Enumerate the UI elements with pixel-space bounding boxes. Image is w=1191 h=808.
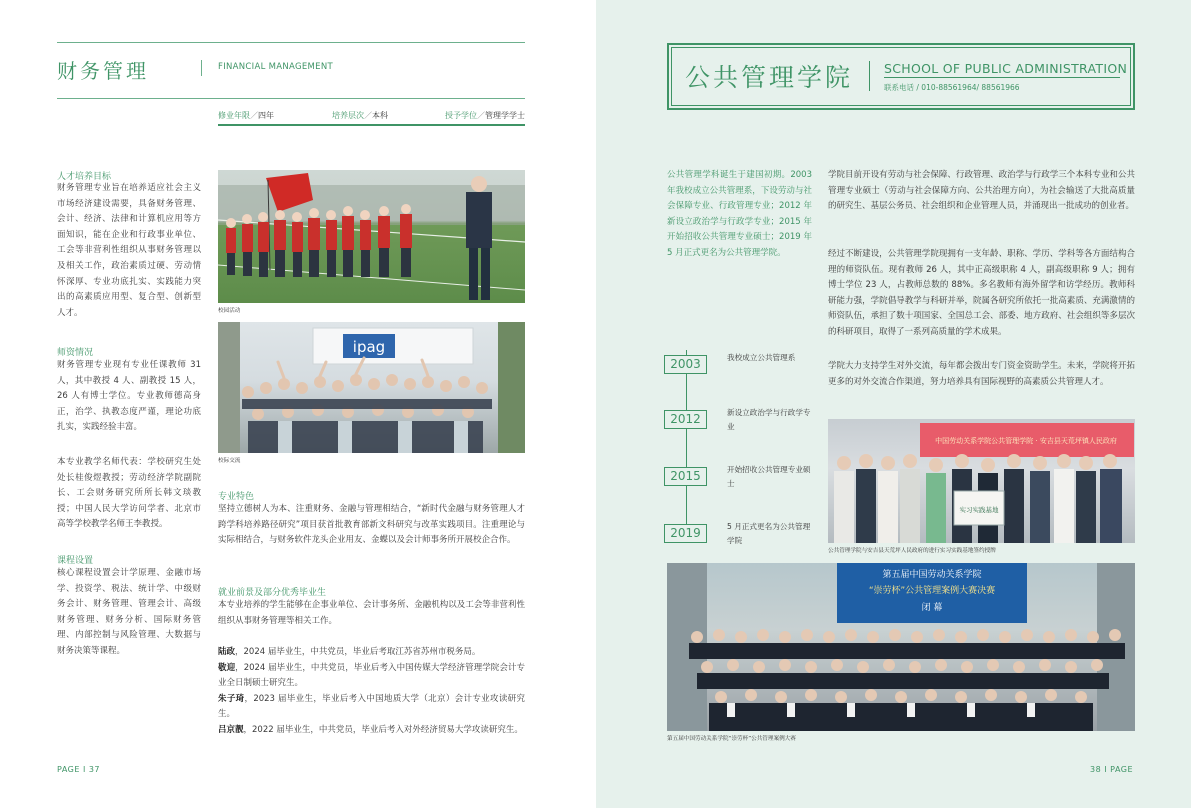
meta-label: 授予学位: [445, 111, 477, 120]
timeline-year: 2003: [664, 355, 707, 374]
timeline-year: 2019: [664, 524, 707, 543]
signing-ceremony-photo: [828, 419, 1135, 543]
graduate-text: ，2024 届毕业生，中共党员，毕业后考取江苏省苏州市税务局。: [235, 647, 481, 657]
meta-value: 四年: [258, 111, 274, 120]
meta-label: 修业年限: [218, 111, 250, 120]
photo-caption: 公共管理学院与安吉县天荒坪人民政府的进行实习实践基地签约授牌: [828, 548, 996, 554]
case-competition-illustration: [667, 563, 1135, 731]
meta-underline: [218, 124, 525, 126]
contact-phone: 联系电话 / 010-88561964/ 88561966: [884, 83, 1020, 92]
school-history-intro: 公共管理学科诞生于建国初期。2003 年我校成立公共管理系，下设劳动与社会保障专业、行政管理专业；2012 年新设立政治学与行政学专业；2015 年开始招收公共管理专业硕士；2019 年 5 月正式更名为公共管理学院。: [667, 170, 812, 258]
competition-banner-line1: 第五届中国劳动关系学院: [882, 570, 982, 580]
meta-sep: ／: [477, 111, 485, 120]
campus-activity-photo: [218, 170, 525, 303]
graduate-text: ，2024 届毕业生，中共党员，毕业后考入中国传媒大学经济管理学院会计专业全日制硕士研究生。: [218, 662, 525, 689]
meta-sep: ／: [250, 111, 258, 120]
section-heading-feature: 专业特色: [218, 492, 255, 502]
title-divider: [201, 60, 202, 76]
timeline-year: 2012: [664, 410, 707, 429]
top-rule: [57, 42, 525, 43]
section-body-faculty: 财务管理专业现有专业任课教师 31 人，其中教授 4 人、副教授 15 人，26 人有博士学位。专业教师德高身正，治学、执教态度严谨，理论功底扎实，实践经验丰富。: [57, 360, 201, 433]
timeline-axis: [686, 350, 687, 540]
graduate-name: 敬迎: [218, 662, 236, 673]
graduate-item: [218, 645, 525, 661]
timeline-year: 2015: [664, 467, 707, 486]
signing-banner: 中国劳动关系学院公共管理学院 · 安吉县天荒坪镇人民政府: [935, 437, 1117, 445]
page-number-left: PAGE I 37: [57, 765, 101, 774]
school-title-en: SCHOOL OF PUBLIC ADMINISTRATION: [884, 61, 1128, 76]
school-title-divider: [869, 61, 870, 91]
case-competition-photo: [667, 563, 1135, 731]
school-title: 公共管理学院: [685, 63, 854, 92]
ipag-sign: ipag: [352, 338, 386, 356]
graduate-item: [218, 692, 525, 723]
meta-value: 本科: [372, 111, 388, 120]
competition-banner-line3: 闭 幕: [921, 603, 943, 613]
school-para-3: 学院大力支持学生对外交流，每年都会拨出专门资金资助学生。未来，学院将开拓更多的对外交流合作渠道，努力培养具有国际视野的高素质公共管理人才。: [828, 361, 1135, 387]
page-title: 财务管理: [57, 59, 149, 83]
graduates-list: [218, 645, 525, 739]
page-number-right: 38 I PAGE: [1090, 765, 1134, 774]
meta-value: 管理学学士: [485, 111, 525, 120]
section-body-feature: 坚持立德树人为本、注重财务、金融与管理相结合，“新时代金融与财务管理人才跨学科培养路径研究”项目获首批教育部新文科研究与改革实践项目。注重理论与实际相结合，与财务软件龙头企业用友、金蝶以及会计师事务所开展校企合作。: [218, 504, 525, 546]
timeline-desc: 我校成立公共管理系: [727, 353, 796, 362]
timeline-desc: 开始招收公共管理专业硕士: [727, 465, 811, 488]
graduate-name: 陆政: [218, 647, 236, 657]
exchange-photo: [218, 322, 525, 453]
exchange-illustration: [218, 322, 525, 453]
photo-caption: 校园活动: [218, 308, 241, 314]
section-body-career: 本专业培养的学生能够在企事业单位、会计事务所、金融机构以及工会等非营利性组织从事财务管理等相关工作。: [218, 600, 525, 626]
signing-plaque: 实习实践基地: [959, 506, 999, 514]
graduate-name: 吕京靓: [218, 724, 244, 735]
graduate-text: ，2023 届毕业生，毕业后考入中国地质大学（北京）会计专业攻读研究生。: [218, 693, 525, 720]
competition-banner-line2: “崇劳杯”公共管理案例大赛决赛: [868, 586, 996, 596]
section-body-faculty-2: 本专业教学名师代表：学校研究生处处长桂俊煜教授；劳动经济学院副院长、工会财务研究所所长韩文琰教授；中国人民大学访问学者、北京市高等学校教学名师王李教授。: [57, 457, 201, 530]
meta-level: [332, 110, 388, 121]
section-heading-courses: 课程设置: [57, 556, 94, 566]
section-heading-career: 就业前景及部分优秀毕业生: [218, 588, 327, 598]
photo-caption: 校际交流: [218, 458, 241, 464]
meta-sep: ／: [364, 111, 372, 120]
meta-duration: [218, 110, 274, 121]
campus-activity-illustration: [218, 170, 525, 303]
meta-degree: [445, 110, 525, 121]
section-heading-faculty: 师资情况: [57, 348, 94, 358]
section-body-goal: 财务管理专业旨在培养适应社会主义市场经济建设需要，具备财务管理、会计、经济、法律和计算机应用等方面知识，能在企业和行政事业单位、工会等非营利性组织从事财务管理以及相关工作，政治素质过硬、劳动情怀深厚、专业功底扎实、实践能力突出的高素质应用型、复合型、创新型人才。: [57, 183, 201, 318]
school-para-2: 经过不断建设，公共管理学院现拥有一支年龄、职称、学历、学科等各方面结构合理的师资队伍。现有教师 26 人，其中正高级职称 4 人，副高级职称 9 人；拥有博士学位 23 人，占教师总数的 88%。多名教师有海外留学和访学经历。教师科研能力强，学院倡导教学与科研并举，院属各研究所依托一批高素质、充满激情的师资队伍，承担了数十项国家、全国总工会、部委、地方政府、社会组织等多层次的科研项目，取得了一系列高质量的学术成果。: [828, 249, 1135, 337]
school-para-1: 学院目前开设有劳动与社会保障、行政管理、政治学与行政学三个本科专业和公共管理专业硕士（劳动与社会保障方向、公共治理方向），为社会输送了大批高质量的研究生、基层公务员、社会组织和企业管理人员，并涌现出一批成功的创业者。: [828, 170, 1135, 212]
school-en-rule: [884, 77, 1120, 78]
signing-ceremony-illustration: [828, 419, 1135, 543]
photo-caption: 第五届中国劳动关系学院“崇劳杯”公共管理案例大赛: [667, 736, 796, 742]
graduate-item: [218, 723, 525, 739]
timeline-desc: 新设立政治学与行政学专业: [727, 408, 811, 431]
meta-label: 培养层次: [332, 111, 364, 120]
graduate-item: [218, 661, 525, 692]
page-title-en: FINANCIAL MANAGEMENT: [218, 62, 334, 72]
graduate-text: ，2022 届毕业生，中共党员，毕业后考入对外经济贸易大学攻读研究生。: [243, 724, 523, 735]
timeline-desc: 5 月正式更名为公共管理学院: [727, 522, 811, 545]
header-rule: [57, 98, 525, 99]
graduate-name: 朱子琦: [218, 693, 245, 704]
section-body-courses: 核心课程设置会计学原理、金融市场学、投资学、税法、统计学、中级财务会计、财务管理、管理会计、高级财务管理、财务分析、国际财务管理、内部控制与风险管理、大数据与财务决策等课程。: [57, 568, 201, 656]
section-heading-goal: 人才培养目标: [57, 172, 112, 182]
